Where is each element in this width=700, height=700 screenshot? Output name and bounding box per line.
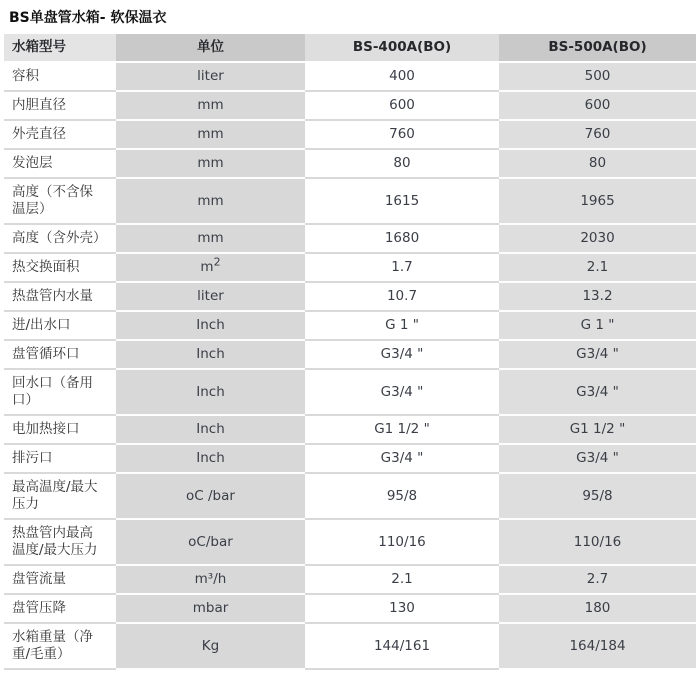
value-cell-bs400: 1680 — [305, 224, 499, 253]
unit-cell: mm — [116, 120, 305, 149]
value-cell-bs400: 1615 — [305, 178, 499, 224]
value-cell-bs500: 95/8 — [499, 473, 696, 519]
row-label-cell: 最高温度/最大压力 — [4, 473, 116, 519]
row-label-cell: 热盘管内最高温度/最大压力 — [4, 519, 116, 565]
table-row — [4, 415, 696, 444]
value-cell-bs400: G 1 " — [305, 311, 499, 340]
table-row — [4, 282, 696, 311]
row-label-cell: 盘管流量 — [4, 565, 116, 594]
spec-table — [4, 34, 696, 670]
value-cell-bs500: 13.2 — [499, 282, 696, 311]
unit-cell: m³/h — [116, 565, 305, 594]
value-cell-bs400: 760 — [305, 120, 499, 149]
unit-cell: $m^2$ — [116, 253, 305, 282]
value-cell-bs500: G3/4 " — [499, 444, 696, 473]
value-cell-bs400: 2.1 — [305, 565, 499, 594]
column-header-bs400: BS-400A(BO) — [305, 34, 499, 62]
value-cell-bs500: 2.7 — [499, 565, 696, 594]
unit-cell: Inch — [116, 444, 305, 473]
value-cell-bs400: 144/161 — [305, 623, 499, 669]
table-row — [4, 444, 696, 473]
table-row — [4, 149, 696, 178]
value-cell-bs400: 600 — [305, 91, 499, 120]
value-cell-bs400: G3/4 " — [305, 340, 499, 369]
unit-cell: mm — [116, 224, 305, 253]
table-row — [4, 623, 696, 669]
value-cell-bs500: G 1 " — [499, 311, 696, 340]
value-cell-bs500: 600 — [499, 91, 696, 120]
value-cell-bs500: 1965 — [499, 178, 696, 224]
unit-cell: Inch — [116, 311, 305, 340]
value-cell-bs400: 400 — [305, 62, 499, 91]
value-cell-bs500: 2.1 — [499, 253, 696, 282]
row-label-cell: 回水口（备用口） — [4, 369, 116, 415]
unit-cell: Kg — [116, 623, 305, 669]
row-label-cell: 外壳直径 — [4, 120, 116, 149]
row-label-cell: 排污口 — [4, 444, 116, 473]
unit-cell: Inch — [116, 340, 305, 369]
unit-cell: mm — [116, 178, 305, 224]
table-header-row — [4, 34, 696, 62]
value-cell-bs400: G3/4 " — [305, 369, 499, 415]
spec-table-body — [4, 62, 696, 669]
value-cell-bs500: 500 — [499, 62, 696, 91]
table-row — [4, 120, 696, 149]
table-row — [4, 565, 696, 594]
unit-cell: mm — [116, 149, 305, 178]
table-row — [4, 62, 696, 91]
table-row — [4, 369, 696, 415]
row-label-cell: 热盘管内水量 — [4, 282, 116, 311]
row-label-cell: 水箱重量（净重/毛重） — [4, 623, 116, 669]
row-label-cell: 容积 — [4, 62, 116, 91]
column-header-bs500: BS-500A(BO) — [499, 34, 696, 62]
row-label-cell: 电加热接口 — [4, 415, 116, 444]
value-cell-bs400: 110/16 — [305, 519, 499, 565]
unit-cell: Inch — [116, 415, 305, 444]
value-cell-bs400: 10.7 — [305, 282, 499, 311]
row-label-cell: 内胆直径 — [4, 91, 116, 120]
value-cell-bs400: 80 — [305, 149, 499, 178]
value-cell-bs400: 1.7 — [305, 253, 499, 282]
value-cell-bs500: G1 1/2 " — [499, 415, 696, 444]
value-cell-bs500: 164/184 — [499, 623, 696, 669]
value-cell-bs500: 180 — [499, 594, 696, 623]
value-cell-bs500: G3/4 " — [499, 340, 696, 369]
unit-cell: liter — [116, 62, 305, 91]
table-row — [4, 311, 696, 340]
value-cell-bs400: G3/4 " — [305, 444, 499, 473]
table-row — [4, 253, 696, 282]
table-row — [4, 519, 696, 565]
row-label-cell: 热交换面积 — [4, 253, 116, 282]
table-row — [4, 224, 696, 253]
value-cell-bs500: 2030 — [499, 224, 696, 253]
table-row — [4, 473, 696, 519]
value-cell-bs500: 760 — [499, 120, 696, 149]
page-title: BS单盘管水箱- 软保温衣 — [9, 10, 167, 26]
row-label-cell: 盘管压降 — [4, 594, 116, 623]
unit-cell: mm — [116, 91, 305, 120]
unit-cell: liter — [116, 282, 305, 311]
value-cell-bs500: 110/16 — [499, 519, 696, 565]
value-cell-bs400: 95/8 — [305, 473, 499, 519]
row-label-cell: 高度（不含保温层） — [4, 178, 116, 224]
row-label-cell: 高度（含外壳） — [4, 224, 116, 253]
row-label-cell: 盘管循环口 — [4, 340, 116, 369]
value-cell-bs500: G3/4 " — [499, 369, 696, 415]
table-row — [4, 594, 696, 623]
value-cell-bs400: 130 — [305, 594, 499, 623]
unit-cell: mbar — [116, 594, 305, 623]
column-header-model: 水箱型号 — [4, 34, 116, 62]
unit-cell: oC /bar — [116, 473, 305, 519]
value-cell-bs500: 80 — [499, 149, 696, 178]
column-header-unit: 单位 — [116, 34, 305, 62]
unit-cell: Inch — [116, 369, 305, 415]
table-row — [4, 340, 696, 369]
unit-cell: oC/bar — [116, 519, 305, 565]
value-cell-bs400: G1 1/2 " — [305, 415, 499, 444]
row-label-cell: 发泡层 — [4, 149, 116, 178]
row-label-cell: 进/出水口 — [4, 311, 116, 340]
table-row — [4, 91, 696, 120]
table-row — [4, 178, 696, 224]
